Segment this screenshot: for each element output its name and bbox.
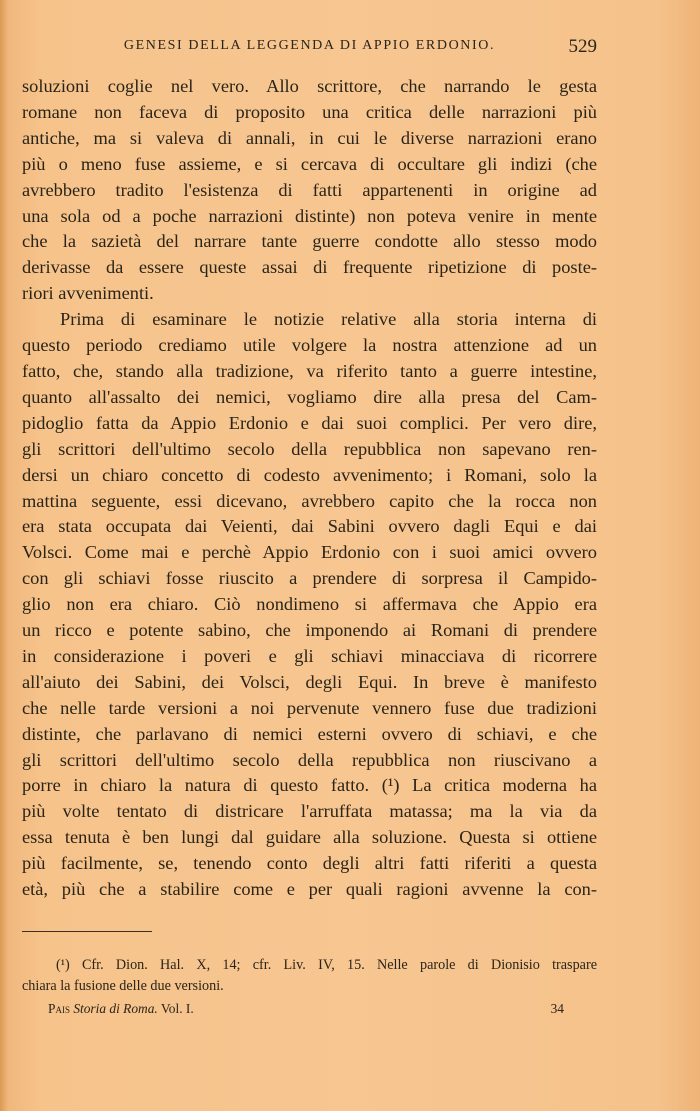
footnote-line: (¹) Cfr. Dion. Hal. X, 14; cfr. Liv. IV, 15. Nelle parole di Dionisio traspare xyxy=(56,957,597,973)
text-line: all'aiuto dei Sabini, dei Volsci, degli Equi. In breve è manifesto xyxy=(22,671,597,692)
signature-author: Pais xyxy=(48,1001,70,1016)
text-line: Volsci. Come mai e perchè Appio Erdonio con i suoi amici ovvero xyxy=(22,542,597,563)
text-line: soluzioni coglie nel vero. Allo scrittore, che narrando le gesta xyxy=(22,76,597,96)
text-line: che la sazietà del narrare tante guerre condotte allo stesso modo xyxy=(22,231,597,252)
text-line: dersi un chiaro concetto di codesto avvenimento; i Romani, solo la xyxy=(22,464,597,485)
text-line: in considerazione i poveri e gli schiavi minacciava di ricorrere xyxy=(22,645,597,666)
page-number: 529 xyxy=(568,36,597,57)
text-line: con gli schiavi fosse riuscito a prendere di sorpresa il Campido- xyxy=(22,568,597,589)
text-line: mattina seguente, essi dicevano, avrebbero capito che la rocca non xyxy=(22,490,597,511)
text-line: più facilmente, se, tenendo conto degli altri fatti riferiti a questa xyxy=(22,853,597,874)
text-line: glio non era chiaro. Ciò nondimeno si affermava che Appio era xyxy=(22,594,597,615)
text-line: porre in chiaro la natura di questo fatto. (¹) La critica moderna ha xyxy=(22,775,597,796)
text-line: fatto, che, stando alla tradizione, va riferito tanto a guerre intestine, xyxy=(22,360,597,381)
text-line: era stata occupata dai Veienti, dai Sabini ovvero dagli Equi e dai xyxy=(22,516,597,537)
text-line: Prima di esaminare le notizie relative alla storia interna di xyxy=(60,309,597,330)
text-line: più volte tentato di districare l'arruffata matassa; ma la via da xyxy=(22,801,597,822)
paragraph xyxy=(22,74,597,307)
footnote-divider xyxy=(22,931,152,932)
text-line: che nelle tarde versioni a noi pervenute vennero fuse due tradizioni xyxy=(22,697,597,718)
text-line: distinte, che parlavano di nemici esterni ovvero di schiavi, e che xyxy=(22,723,597,744)
text-line: questo periodo crediamo utile volgere la nostra attenzione ad un xyxy=(22,335,597,356)
body-text xyxy=(22,74,597,903)
text-line: essa tenuta è ben lungi dal guidare alla soluzione. Questa si ottiene xyxy=(22,827,597,848)
signature-sheet-number: 34 xyxy=(550,1001,564,1016)
footnote-line: chiara la fusione delle due versioni. xyxy=(22,978,224,994)
text-line: età, più che a stabilire come e per quali ragioni avvenne la con- xyxy=(22,879,597,900)
running-title: GENESI DELLA LEGGENDA DI APPIO ERDONIO. xyxy=(123,38,496,53)
signature-citation xyxy=(48,1001,194,1017)
page-spine-shadow xyxy=(0,0,8,1111)
text-line: un ricco e potente sabino, che imponendo ai Romani di prendere xyxy=(22,620,597,641)
paragraph xyxy=(22,307,597,903)
signature-title: Storia di Roma. xyxy=(73,1001,158,1016)
text-line: una sola od a poche narrazioni distinte) non poteva venire in mente xyxy=(22,205,597,226)
text-line: gli scrittori dell'ultimo secolo della repubblica non riuscivano a xyxy=(22,749,597,770)
text-line: pidoglio fatta da Appio Erdonio e dai suoi complici. Per vero dire, xyxy=(22,412,597,433)
footnote xyxy=(22,955,597,997)
text-line: romane non faceva di proposito una critica delle narrazioni più xyxy=(22,101,597,122)
text-line: avrebbero tradito l'esistenza di fatti appartenenti in origine ad xyxy=(22,179,597,200)
text-line: derivasse da essere queste assai di frequente ripetizione di poste- xyxy=(22,257,597,278)
signature-volume: Vol. I. xyxy=(160,1001,194,1016)
text-line: quanto all'assalto dei nemici, vogliamo dire alla presa del Cam- xyxy=(22,386,597,407)
text-line: antiche, ma si valeva di annali, in cui le diverse narrazioni erano xyxy=(22,127,597,148)
text-line: riori avvenimenti. xyxy=(22,283,154,304)
text-line: più o meno fuse assieme, e si cercava di occultare gli indizi (che xyxy=(22,153,597,174)
text-line: gli scrittori dell'ultimo secolo della repubblica non sapevano ren- xyxy=(22,438,597,459)
running-header xyxy=(22,38,597,60)
